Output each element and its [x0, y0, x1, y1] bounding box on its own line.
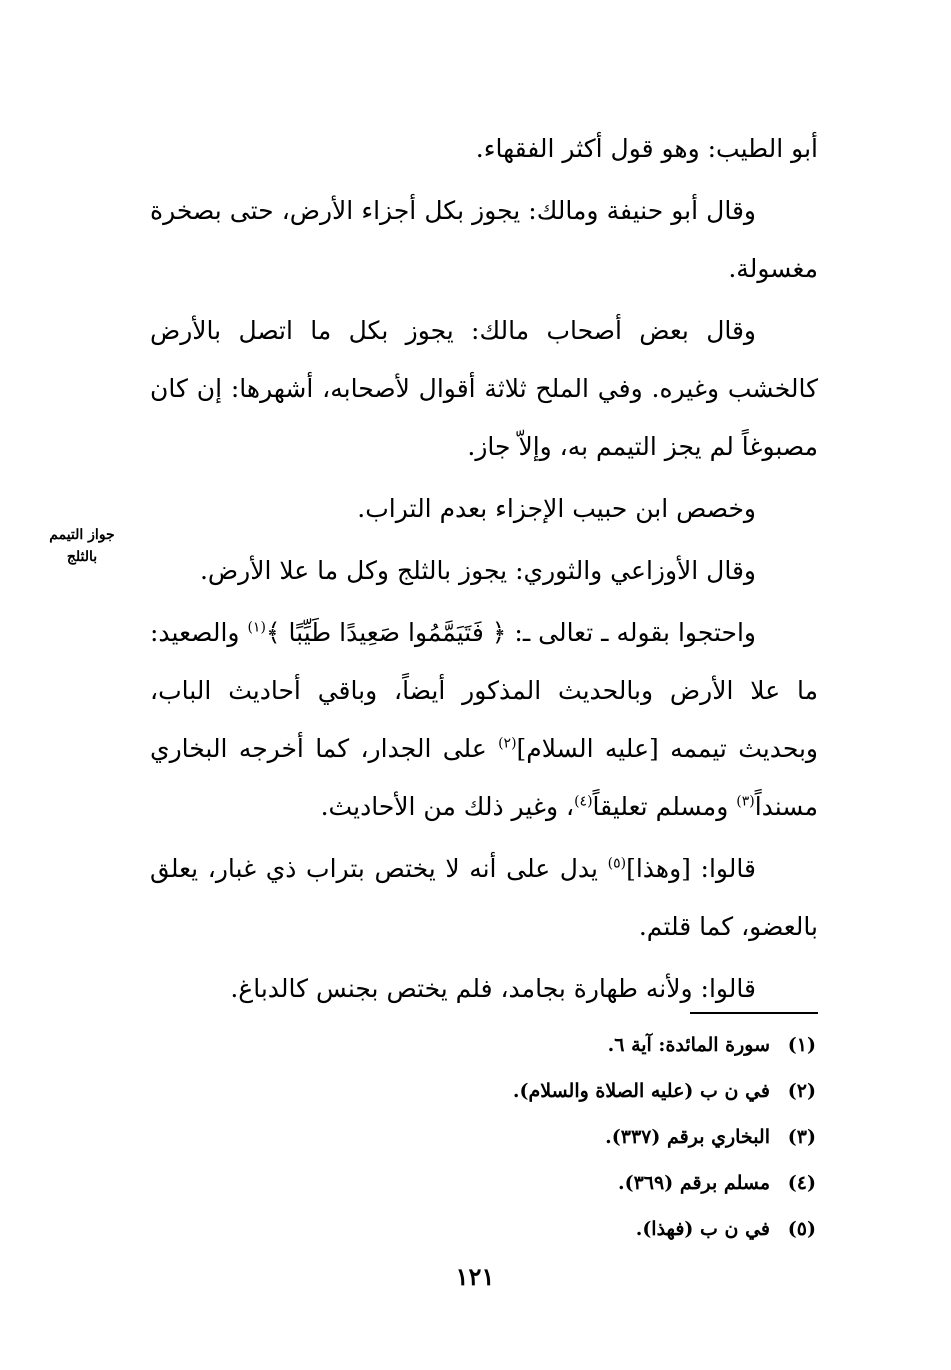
paragraph-6-part-d: ومسلم تعليقاً: [592, 792, 737, 821]
footnote-2: [440, 1068, 816, 1114]
paragraph-6-part-a: واحتجوا بقوله ـ تعالى ـ: ﴿ فَتَيَمَّمُوا صَعِيدًا طَيِّبًا ﴾: [265, 618, 757, 647]
footnote-text: البخاري برقم (٣٣٧).: [605, 1126, 770, 1148]
paragraph-6-part-c: على الجدار، كما أخرجه البخاري مسنداً: [150, 734, 818, 821]
paragraph-8: قالوا: ولأنه طهارة بجامد، فلم يختص بجنس كالدباغ.: [230, 974, 756, 1003]
paragraph-7: [150, 840, 818, 956]
footnote-ref-2: (٢): [498, 735, 517, 752]
paragraph-6: [150, 604, 818, 836]
footnotes: [440, 1022, 816, 1252]
paragraph-5: وقال الأوزاعي والثوري: يجوز بالثلج وكل ما علا الأرض.: [199, 556, 756, 585]
footnote-text: في ن ب (فهذا).: [635, 1218, 770, 1240]
footnote-1: [440, 1022, 816, 1068]
footnote-text: مسلم برقم (٣٦٩).: [617, 1172, 770, 1194]
footnote-separator: [690, 1012, 818, 1014]
paragraph-2: وقال أبو حنيفة ومالك: يجوز بكل أجزاء الأرض، حتى بصخرة مغسولة.: [150, 196, 818, 283]
main-text: [150, 120, 818, 1022]
footnote-number: (٢): [787, 1080, 816, 1102]
footnote-ref-3: (٣): [736, 793, 755, 810]
paragraph-6-part-e: ، وغير ذلك من الأحاديث.: [320, 792, 575, 821]
footnote-text: في ن ب (عليه الصلاة والسلام).: [512, 1080, 770, 1102]
footnote-ref-1: (١): [247, 619, 266, 636]
paragraph-3: وقال بعض أصحاب مالك: يجوز بكل ما اتصل بالأرض كالخشب وغيره. وفي الملح ثلاثة أقوال لأصحابه، أشهرها: إن كان مصبوغاً لم يجز التيمم به، وإلاّ جاز.: [150, 316, 818, 461]
footnote-3: [440, 1114, 816, 1160]
margin-note: جواز التيمم بالثلج: [49, 527, 115, 565]
page-number: ١٢١: [455, 1262, 495, 1291]
footnote-number: (٥): [787, 1218, 816, 1240]
footnote-text: سورة المائدة: آية ٦.: [607, 1034, 770, 1056]
paragraph-7-part-b: يدل على أنه لا يختص بتراب ذي غبار، يعلق بالعضو، كما قلتم.: [150, 854, 818, 941]
footnote-number: (٤): [787, 1172, 816, 1194]
paragraph-6-part-b: والصعيد: ما علا الأرض وبالحديث المذكور أيضاً، وباقي أحاديث الباب، وبحديث تيممه [عليه السلام]: [150, 618, 819, 763]
footnote-ref-5: (٥): [607, 855, 627, 872]
paragraph-4: وخصص ابن حبيب الإجزاء بعدم التراب.: [357, 494, 756, 523]
footnote-number: (١): [787, 1034, 816, 1056]
footnote-ref-4: (٤): [574, 793, 593, 810]
paragraph-7-part-a: قالوا: [وهذا]: [626, 854, 756, 883]
footnote-number: (٣): [787, 1126, 816, 1148]
footnote-4: [440, 1160, 816, 1206]
paragraph-1: أبو الطيب: وهو قول أكثر الفقهاء.: [475, 134, 818, 163]
footnote-5: [440, 1206, 816, 1252]
